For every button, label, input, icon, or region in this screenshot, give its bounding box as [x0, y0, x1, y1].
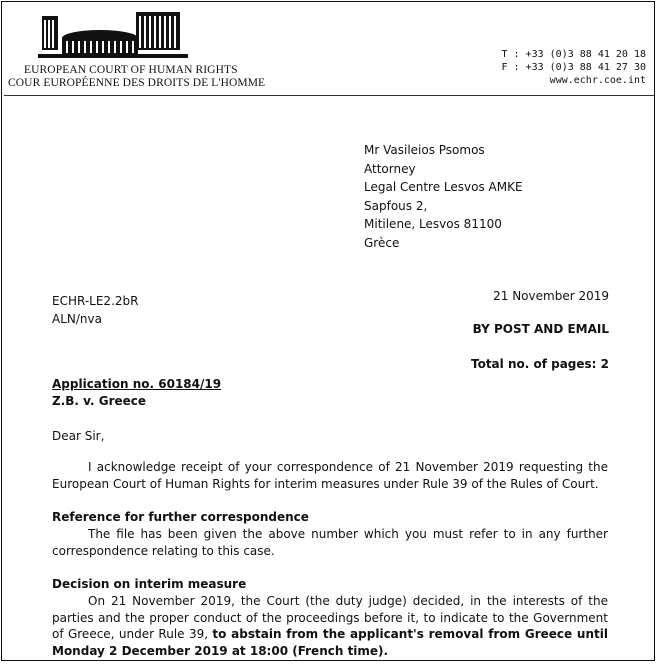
recipient-line: Attorney	[364, 161, 416, 176]
application-number: Application no. 60184/19	[52, 377, 222, 391]
phone-number: T : +33 (0)3 88 41 20 18	[501, 49, 646, 60]
reference-initials: ALN/nva	[52, 312, 102, 326]
website-link[interactable]: www.echr.coe.int	[549, 75, 646, 86]
fax-number: F : +33 (0)3 88 41 27 30	[501, 62, 646, 73]
salutation: Dear Sir,	[52, 429, 105, 443]
recipient-line: Sapfous 2,	[364, 198, 428, 213]
recipient-line: Mr Vasileios Psomos	[364, 143, 485, 157]
decision-paragraph	[52, 593, 608, 659]
recipient-line: Mitilene, Lesvos 81100	[364, 217, 502, 231]
decision-measure: to abstain from the applicant's removal from Greece until Monday 2 December 2019 at 18:00 (French time).	[52, 627, 608, 658]
delivery-method: BY POST AND EMAIL	[472, 322, 609, 336]
header-divider	[4, 95, 654, 96]
recipient-line: Legal Centre Lesvos AMKE	[364, 180, 523, 194]
decision-heading: Decision on interim measure	[52, 577, 247, 591]
total-pages: Total no. of pages: 2	[470, 357, 609, 371]
reference-paragraph: The file has been given the above number which you must refer to in any further correspondence relating to this case.	[52, 527, 608, 558]
court-name-fr: COUR EUROPÉENNE DES DROITS DE L'HOMME	[8, 77, 266, 89]
reference-code: ECHR-LE2.2bR	[52, 294, 139, 308]
acknowledge-paragraph: I acknowledge receipt of your correspondence of 21 November 2019 requesting the European Court of Human Rights for interim measures under Rule 39 of the Rules of Court.	[52, 460, 608, 491]
reference-heading: Reference for further correspondence	[52, 510, 309, 524]
court-name-en: EUROPEAN COURT OF HUMAN RIGHTS	[24, 64, 238, 76]
decision-text: On 21 November 2019, the Court (the duty judge) decided, in the interests of the parties and the proper conduct of the proceedings before it, to indicate to the Government of Greece, under Rule 39,	[52, 594, 608, 641]
contact-block	[502, 48, 647, 87]
reference-block	[52, 292, 138, 328]
recipient-line: Grèce	[364, 235, 400, 250]
case-parties: Z.B. v. Greece	[52, 394, 147, 408]
letter-date: 21 November 2019	[493, 289, 609, 303]
recipient-address	[364, 141, 523, 252]
court-logo-icon	[38, 8, 198, 66]
